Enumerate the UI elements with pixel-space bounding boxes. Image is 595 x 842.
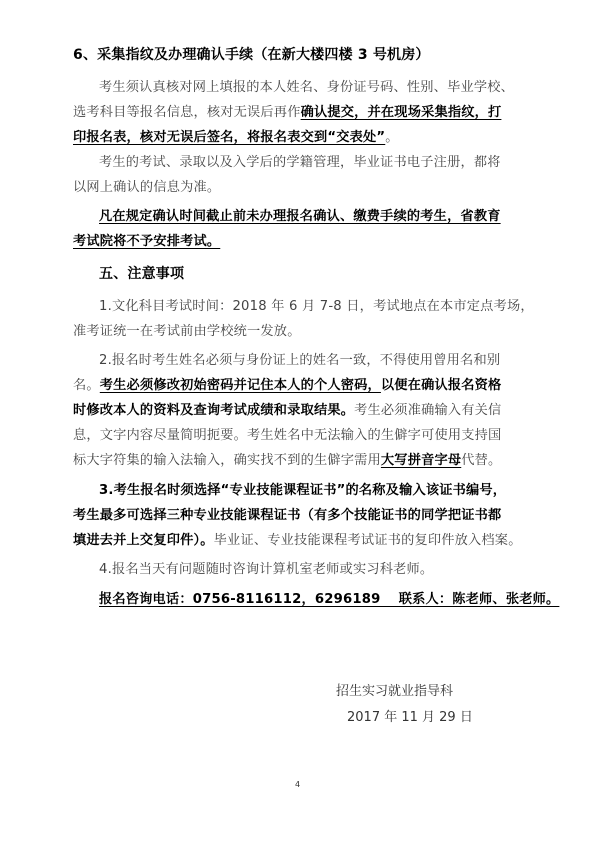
- section6-p1-line2: [73, 103, 533, 123]
- item3-line1: 3.考生报名时须选择“专业技能课程证书”的名称及输入该证书编号，: [99, 483, 507, 498]
- item2-line5: [73, 451, 533, 471]
- item3-line3-normal: 毕业证、专业技能课程考试证书的复印件放入档案。: [213, 533, 522, 548]
- item3-line3: [73, 531, 533, 551]
- section6-p1-end: 。: [385, 130, 399, 145]
- page-number: 4: [294, 780, 301, 789]
- item2-line5-end: 代替。: [461, 453, 502, 468]
- item2-line3-normal: 考生必须准确输入有关信: [354, 403, 502, 418]
- item2-line2-start: 名。: [73, 378, 100, 393]
- item2-line2-bold: 以便在确认报名资格: [380, 378, 502, 393]
- item3-line3-bold: 填进去并上交复印件）。: [73, 533, 214, 548]
- contact-line: 报名咨询电话：0756-8116112，6296189 联系人：陈老师、张老师。: [99, 592, 560, 607]
- section6-p1-line1: 考生须认真核对网上填报的本人姓名、身份证号码、性别、毕业学校、: [99, 80, 515, 95]
- section6-p1-line2-text: 选考科目等报名信息，核对无误后再作: [73, 105, 301, 120]
- section6-p1-emphasis1: 确认提交，并在现场采集指纹，打: [300, 105, 502, 120]
- item4-line1: 4.报名当天有问题随时咨询计算机室老师或实习科老师。: [99, 562, 434, 577]
- signature-date: 2017 年 11 月 29 日: [347, 710, 473, 725]
- item2-line5-start: 标大字符集的输入法输入，确实找不到的生僻字需用: [73, 453, 381, 468]
- section5-heading: 五、注意事项: [99, 266, 185, 282]
- item2-line3-bold: 时修改本人的资料及查询考试成绩和录取结果。: [73, 403, 355, 418]
- section6-p1-line3: [73, 128, 533, 148]
- item1-line2: 准考证统一在考试前由学校统一发放。: [73, 324, 301, 339]
- item2-line1: 2.报名时考生姓名必须与身份证上的姓名一致，不得使用曾用名和别: [99, 353, 501, 368]
- section6-heading: 6、采集指纹及办理确认手续（在新大楼四楼 3 号机房）: [73, 47, 430, 63]
- section6-p3-line2: 考试院将不予安排考试。: [73, 234, 221, 249]
- signature-department: 招生实习就业指导科: [336, 684, 454, 699]
- item2-password-emphasis: 考生必须修改初始密码并记住本人的个人密码，: [99, 378, 381, 393]
- section6-p3-line1: 凡在规定确认时间截止前未办理报名确认、缴费手续的考生，省教育: [99, 209, 501, 224]
- item2-line4: 息，文字内容尽量简明扼要。考生姓名中无法输入的生僻字可使用支持国: [73, 428, 502, 443]
- item3-line2: 考生最多可选择三种专业技能课程证书（有多个技能证书的同学把证书都: [73, 508, 502, 523]
- section6-p2-line1: 考生的考试、录取以及入学后的学籍管理，毕业证书电子注册，都将: [99, 155, 501, 170]
- item1-line1: 1.文化科目考试时间：2018 年 6 月 7-8 日，考试地点在本市定点考场，: [99, 299, 534, 314]
- item2-pinyin-emphasis: 大写拼音字母: [380, 453, 462, 468]
- section6-p1-emphasis2: 印报名表，核对无误后签名，将报名表交到“交表处”: [73, 130, 386, 145]
- item2-line2: [73, 376, 533, 396]
- section6-p2-line2: 以网上确认的信息为准。: [73, 180, 221, 195]
- item2-line3: [73, 401, 533, 421]
